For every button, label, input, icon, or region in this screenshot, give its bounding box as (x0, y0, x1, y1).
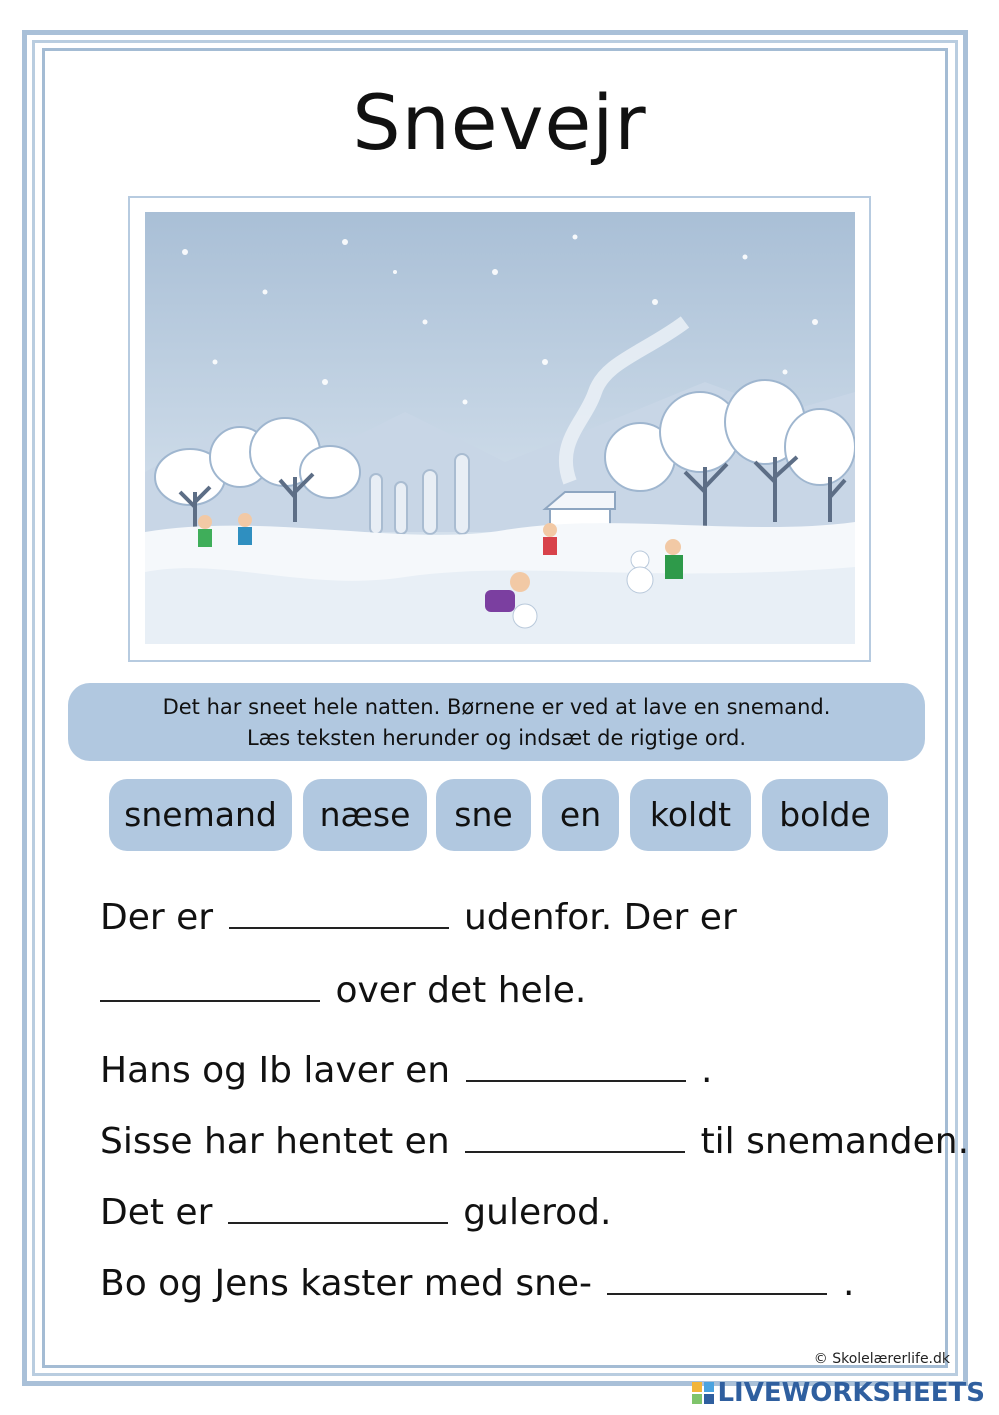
sentence-5 (100, 1188, 611, 1233)
sentence-1-before: Der er (100, 897, 214, 938)
sentence-1-after: udenfor. Der er (463, 897, 737, 938)
answer-blank-3[interactable] (466, 1046, 686, 1082)
liveworksheets-brand[interactable]: LIVEWORKSHEETS (717, 1378, 985, 1408)
instructions-box (68, 683, 925, 761)
answer-blank-4[interactable] (465, 1117, 685, 1153)
word-bank (0, 779, 999, 853)
sentence-4-before: Sisse har hentet en (100, 1121, 450, 1162)
word-chip-snemand[interactable]: snemand (109, 779, 292, 851)
sentence-6-before: Bo og Jens kaster med sne- (100, 1263, 593, 1304)
liveworksheets-logo-icon (692, 1382, 714, 1404)
sentence-3-after: . (701, 1050, 713, 1091)
sentence-4 (100, 1117, 969, 1162)
instructions-line-2: Læs teksten herunder og indsæt de rigtige ord. (246, 726, 746, 750)
copyright-text: © Skolelærerlife.dk (813, 1351, 950, 1367)
winter-scene-illustration (145, 212, 855, 644)
word-chip-sne[interactable]: sne (436, 779, 531, 851)
sentence-2-after: over det hele. (335, 970, 587, 1011)
sentence-5-after: gulerod. (463, 1192, 612, 1233)
sentence-1 (100, 893, 737, 938)
sentence-5-before: Det er (100, 1192, 213, 1233)
sentence-6 (100, 1259, 854, 1304)
answer-blank-5[interactable] (228, 1188, 448, 1224)
answer-blank-6[interactable] (607, 1259, 827, 1295)
sentence-2 (100, 966, 586, 1011)
word-chip-naese[interactable]: næse (303, 779, 427, 851)
instructions-line-1: Det har sneet hele natten. Børnene er ved at lave en snemand. (162, 695, 831, 719)
sentence-6-after: . (842, 1263, 855, 1304)
sentence-3-before: Hans og Ib laver en (100, 1050, 451, 1091)
sentence-4-after: til snemanden. (700, 1121, 970, 1162)
worksheet-title: Snevejr (352, 78, 647, 167)
answer-blank-2[interactable] (100, 966, 320, 1002)
word-chip-koldt[interactable]: koldt (630, 779, 751, 851)
word-chip-en[interactable]: en (542, 779, 619, 851)
sentence-3 (100, 1046, 712, 1091)
answer-blank-1[interactable] (229, 893, 449, 929)
word-chip-bolde[interactable]: bolde (762, 779, 888, 851)
